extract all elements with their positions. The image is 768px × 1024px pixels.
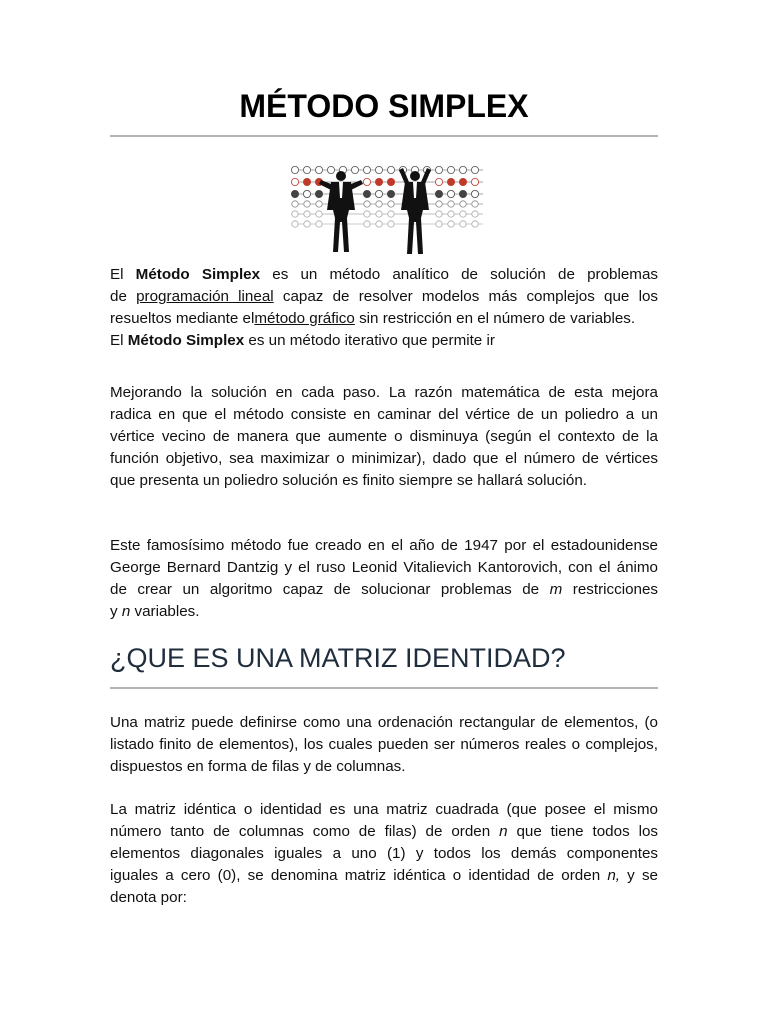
abacus-bead — [459, 166, 466, 173]
abacus-bead — [364, 201, 370, 207]
abacus-bead — [448, 211, 454, 217]
abacus-bead — [375, 190, 382, 197]
text: El — [110, 332, 128, 349]
abacus-bead — [388, 221, 394, 227]
text: restricciones — [562, 581, 659, 598]
abacus-bead — [363, 166, 370, 173]
abacus-bead — [303, 166, 310, 173]
abacus-bead — [364, 221, 370, 227]
abacus-bead — [435, 166, 442, 173]
paragraph-historia — [110, 535, 658, 623]
abacus-bead — [435, 190, 442, 197]
text: y se — [620, 867, 658, 884]
text: de crear un algoritmo capaz de solucionar problemas de — [110, 581, 550, 598]
abacus-bead — [436, 221, 442, 227]
abacus-bead — [291, 178, 298, 185]
link-programacion-lineal[interactable]: programación lineal — [136, 288, 274, 305]
abacus-bead — [447, 190, 454, 197]
section-divider — [110, 687, 658, 689]
abacus-bead — [460, 211, 466, 217]
abacus-bead — [364, 211, 370, 217]
abacus-bead — [460, 201, 466, 207]
text: El — [110, 266, 136, 283]
text-line: radica en que el método consiste en caminar del vértice de un poliedro a un — [110, 406, 658, 423]
abacus-bead — [327, 166, 334, 173]
abacus-bead — [316, 201, 322, 207]
abacus-bead — [291, 190, 298, 197]
paragraph-matriz-identidad — [110, 799, 658, 909]
text: de — [110, 288, 137, 305]
abacus-bead — [471, 178, 478, 185]
text: resueltos mediante el — [110, 310, 255, 327]
link-metodo-grafico[interactable]: método gráfico — [254, 310, 355, 327]
abacus-bead — [303, 178, 310, 185]
abacus-bead — [304, 201, 310, 207]
text-line: La matriz idéntica o identidad es una matriz cuadrada (que posee el mismo — [110, 801, 658, 818]
abacus-bead — [388, 201, 394, 207]
abacus-bead — [459, 178, 466, 185]
abacus-bead — [460, 221, 466, 227]
text: es un método iterativo que permite ir — [244, 332, 495, 349]
abacus-bead — [435, 178, 442, 185]
variable-n: n — [499, 823, 508, 840]
abacus-bead — [315, 166, 322, 173]
person-right — [399, 168, 431, 254]
text-line: George Bernard Dantzig y el ruso Leonid Vitalievich Kantorovich, con el ánimo — [110, 559, 658, 576]
abacus-bead — [363, 190, 370, 197]
page-title: MÉTODO SIMPLEX — [239, 88, 529, 124]
text-line: elementos diagonales iguales a uno (1) y todos los demás componentes — [110, 845, 658, 862]
abacus-bead — [304, 211, 310, 217]
variable-n: n, — [607, 867, 620, 884]
abacus-bead — [471, 190, 478, 197]
abacus-bead — [472, 211, 478, 217]
text-line: Mejorando la solución en cada paso. La razón matemática de esta mejora — [110, 384, 658, 401]
text: es un método analítico de solución de problemas — [260, 266, 658, 283]
abacus-bead — [387, 166, 394, 173]
text-line: listado finito de elementos), los cuales pueden ser números reales o complejos, — [110, 736, 658, 753]
text-line: que presenta un poliedro solución es finito siempre se hallará solución. — [110, 472, 588, 489]
abacus-illustration — [287, 158, 485, 260]
text: y — [110, 603, 122, 620]
abacus-beads — [291, 166, 478, 227]
abacus-bead — [459, 190, 466, 197]
abacus-bead — [388, 211, 394, 217]
text: variables. — [130, 603, 200, 620]
variable-n: n — [121, 603, 131, 620]
abacus-bead — [447, 166, 454, 173]
text: capaz de resolver modelos más complejos que los — [273, 288, 658, 305]
paragraph-mejora — [110, 382, 658, 492]
text-line: denota por: — [110, 889, 187, 906]
text: número tanto de columnas como de filas) de orden — [110, 823, 500, 840]
paragraph-matriz-definicion — [110, 712, 658, 778]
abacus-bead — [436, 201, 442, 207]
text-line: Una matriz puede definirse como una ordenación rectangular de elementos, (o — [110, 714, 658, 731]
section-heading-matriz-identidad: ¿QUE ES UNA MATRIZ IDENTIDAD? — [110, 643, 566, 673]
abacus-bead — [447, 178, 454, 185]
abacus-bead — [376, 211, 382, 217]
bold-term: Método Simplex — [135, 266, 261, 283]
abacus-bead — [375, 166, 382, 173]
text-line: Este famosísimo método fue creado en el año de 1947 por el estadounidense — [110, 537, 658, 554]
abacus-bead — [376, 201, 382, 207]
text: iguales a cero (0), se denomina matriz idéntica o identidad de orden — [110, 867, 608, 884]
text: sin restricción en el número de variables. — [354, 310, 636, 327]
abacus-bead — [303, 190, 310, 197]
abacus-bead — [375, 178, 382, 185]
abacus-bead — [315, 190, 322, 197]
abacus-bead — [316, 221, 322, 227]
text: que tiene todos los — [507, 823, 658, 840]
abacus-bead — [448, 201, 454, 207]
person-left — [319, 171, 363, 252]
text-line: dispuestos en forma de filas y de columnas. — [110, 758, 406, 775]
abacus-bead — [448, 221, 454, 227]
abacus-bead — [292, 201, 298, 207]
abacus-bead — [376, 221, 382, 227]
abacus-bead — [472, 201, 478, 207]
abacus-bead — [436, 211, 442, 217]
abacus-bead — [363, 178, 370, 185]
abacus-bead — [387, 178, 394, 185]
abacus-bead — [291, 166, 298, 173]
title-divider — [110, 135, 658, 137]
abacus-bead — [292, 211, 298, 217]
abacus-bead — [351, 166, 358, 173]
abacus-bead — [292, 221, 298, 227]
text-line: vértice vecino de manera que aumente o disminuya (según el contexto de la — [110, 428, 658, 445]
bold-term: Método Simplex — [127, 332, 245, 349]
variable-m: m — [549, 581, 563, 598]
paragraph-intro — [110, 264, 658, 352]
abacus-bead — [472, 221, 478, 227]
text-line: función objetivo, sea maximizar o minimizar), dado que el número de vértices — [110, 450, 658, 467]
abacus-bead — [304, 221, 310, 227]
abacus-bead — [471, 166, 478, 173]
abacus-bead — [316, 211, 322, 217]
abacus-bead — [387, 190, 394, 197]
